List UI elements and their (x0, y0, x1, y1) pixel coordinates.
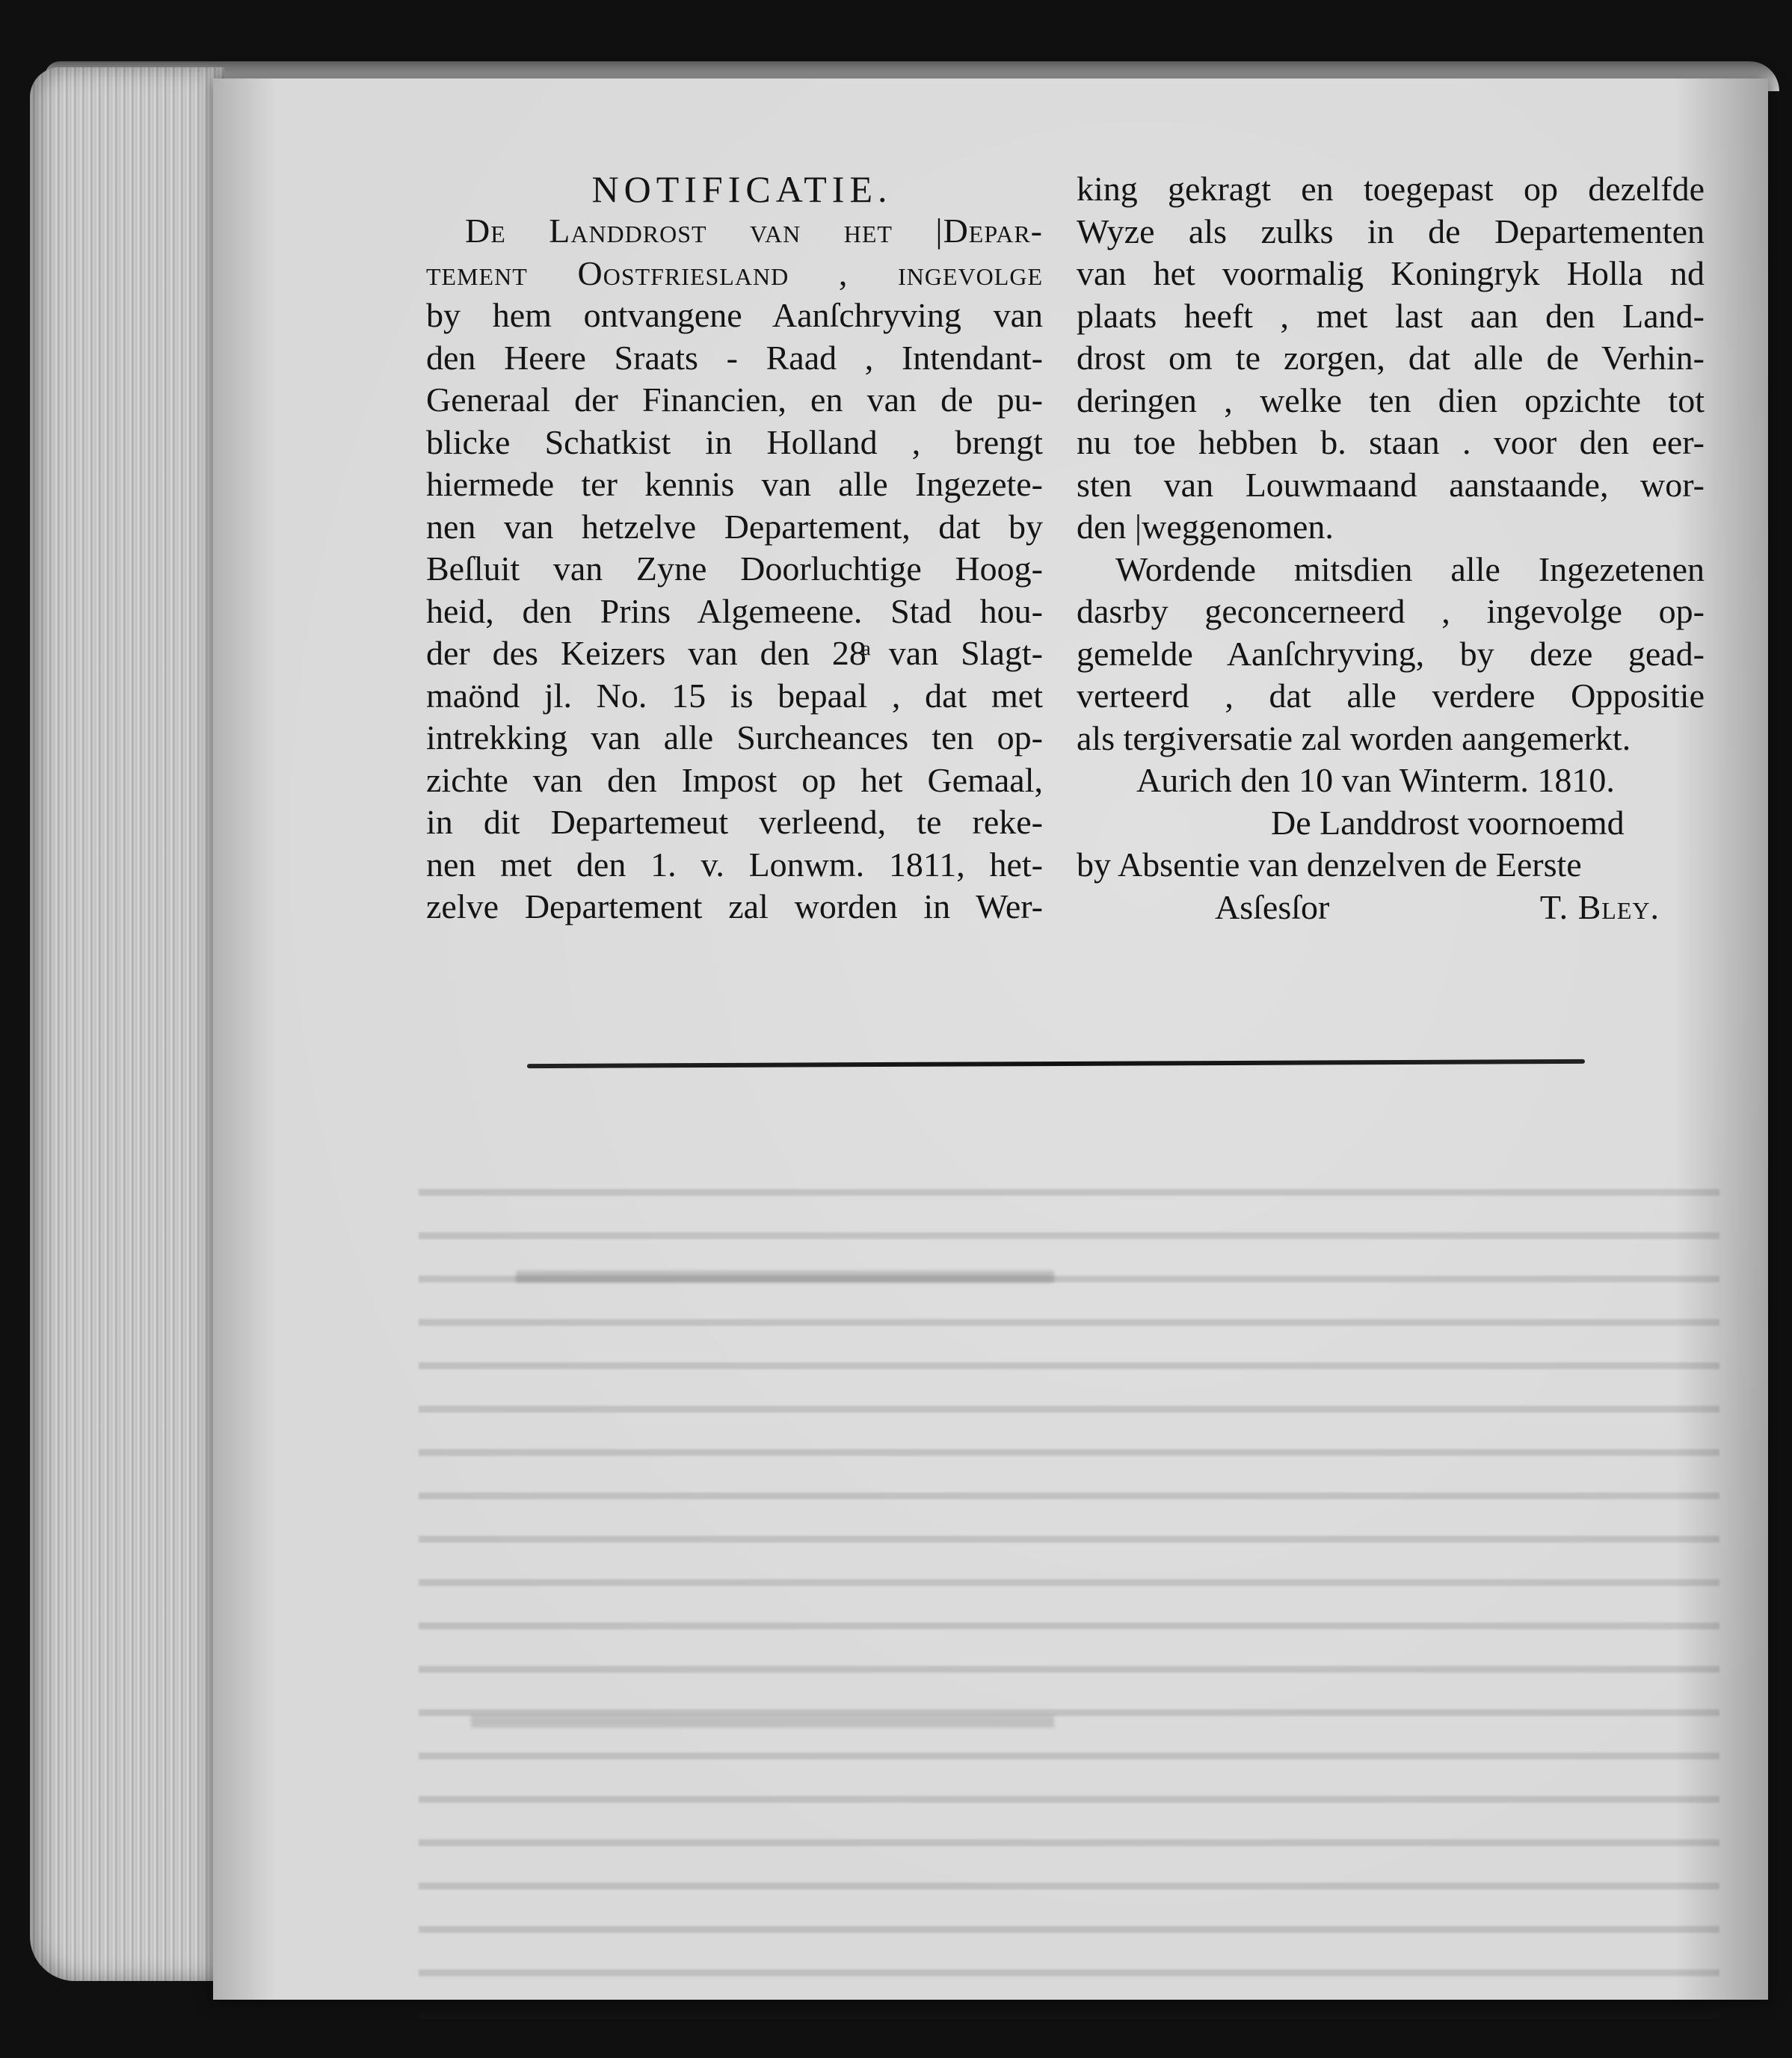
notice-line: heid, den Prins Algemeene. Stad hou- (426, 591, 1043, 630)
notice-line: den Heere Sraats - Raad , Intendant- (426, 338, 1043, 377)
notice-line: nu toe hebben b. staan . voor den eer- (1077, 423, 1705, 461)
bleed-through-rule (471, 1716, 1054, 1728)
notice-line: gemelde Aanſchryving, by deze gead- (1077, 634, 1705, 673)
notice-line: maönd jl. No. 15 is bepaal , dat met (426, 676, 1043, 715)
bleed-through-rule (516, 1271, 1054, 1283)
notice-signature (1077, 887, 1705, 929)
notice-line: Generaal der Financien, en van de pu- (426, 381, 1043, 419)
notice-signatory-line: De Landdrost voornoemd (1271, 803, 1625, 842)
notice-line: Beſluit van Zyne Doorluchtige Hoog- (426, 549, 1043, 588)
notice-line: De Landdrost van het |Depar- (465, 212, 1043, 250)
notice-line: der des Keizers van den 28ͣ van Slagt- (426, 634, 1043, 672)
notice-line: blicke Schatkist in Holland , brengt (426, 422, 1043, 461)
notice-line: deringen , welke ten dien opzichte tot (1077, 381, 1705, 419)
notice-line: drost om te zorgen, dat alle de Verhin- (1077, 339, 1705, 377)
notice-right-column (1077, 168, 1705, 928)
notice-date-line: Aurich den 10 van Winterm. 1810. (1136, 761, 1615, 799)
notice-title: NOTIFICATIE. (591, 168, 893, 210)
notice-line: intrekking van alle Surcheances ten op- (426, 718, 1043, 757)
notice-line: king gekragt en toegepast op dezelfde (1077, 170, 1705, 208)
notice-line: sten van Louwmaand aanstaande, wor- (1077, 465, 1705, 504)
notice-line: verteerd , dat alle verdere Oppositie (1077, 677, 1705, 715)
book-page-edges (30, 67, 224, 1981)
notice-line: van het voormalig Koningryk Holla nd (1077, 254, 1705, 292)
notice-line: by hem ontvangene Aanſchryving van (426, 296, 1043, 334)
notice-line: by Absentie van denzelven de Eerste (1077, 845, 1582, 884)
notice-line: hiermede ter kennis van alle Ingezete- (426, 465, 1043, 503)
notice-line: zelve Departement zal worden in Wer- (426, 887, 1043, 925)
notice-line: tement Oostfriesland , ingevolge (426, 253, 1043, 292)
notice-line: zichte van den Impost op het Gemaal, (426, 760, 1043, 799)
notice-line: dasrby geconcerneerd , ingevolge op- (1077, 592, 1705, 630)
signature-title: Asſesſor (1215, 887, 1330, 926)
notice-line: als tergiversatie zal worden aangemerkt. (1077, 718, 1631, 757)
notice-line: plaats heeft , met last aan den Land- (1077, 296, 1705, 335)
notice-line: in dit Departemeut verleend, te reke- (426, 803, 1043, 841)
bleed-through-text (419, 1166, 1719, 2026)
notice-line: den |weggenomen. (1077, 508, 1334, 546)
notice-line: Wordende mitsdien alle Ingezetenen (1115, 549, 1705, 588)
notice-left-column (426, 168, 1043, 928)
notice-line: nen van hetzelve Departement, dat by (426, 507, 1043, 546)
notice-line: Wyze als zulks in de Departementen (1077, 212, 1705, 250)
notice-line: nen met den 1. v. Lonwm. 1811, het- (426, 845, 1043, 884)
signature-name: T. Bley. (1539, 887, 1660, 926)
